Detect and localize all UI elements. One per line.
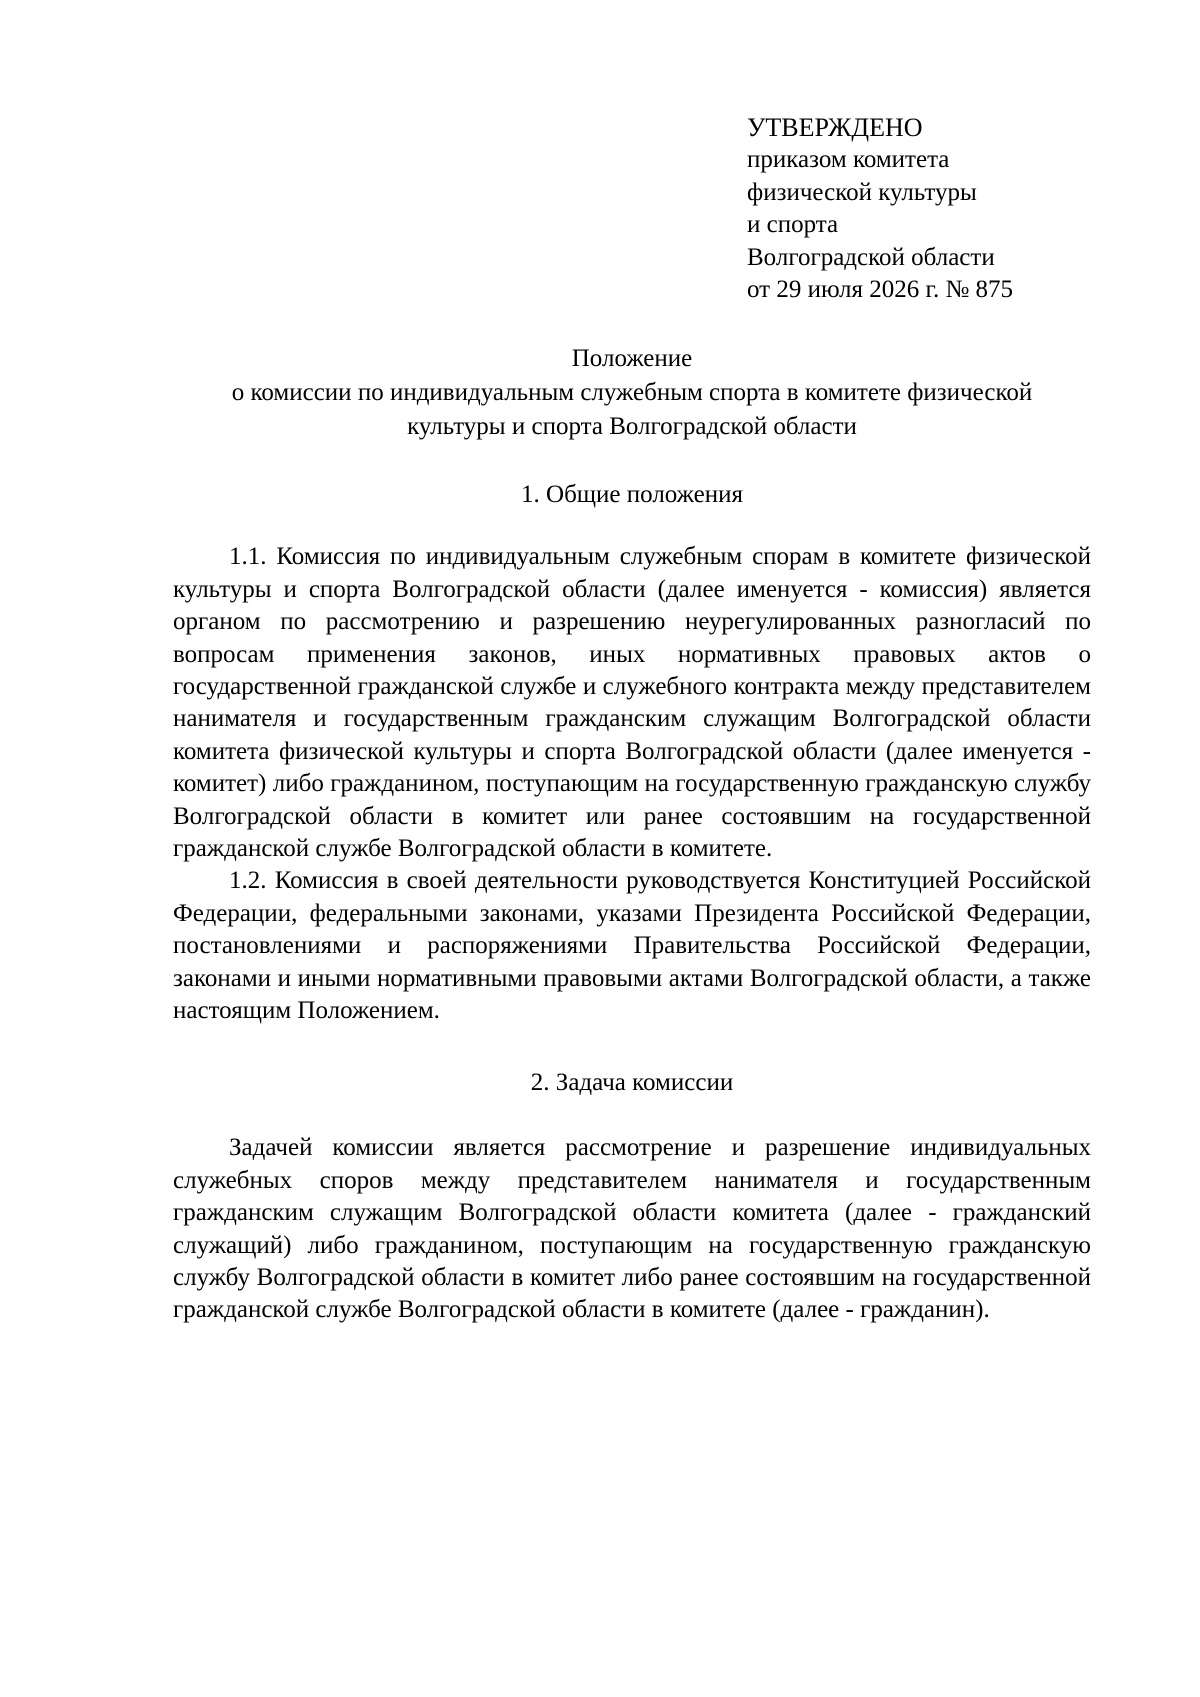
section-heading: 1. Общие положения <box>521 481 743 509</box>
approval-line: приказом комитета <box>747 146 950 174</box>
document-subtitle-line: о комиссии по индивидуальным служебным спорта в комитете физической <box>231 379 1033 407</box>
document-subtitle-line: культуры и спорта Волгоградской области <box>407 413 857 441</box>
paragraph: 1.2. Комиссия в своей деятельности руководствуется Конституцией Российской Федерации, федеральными законами, указами Президента Российской Федерации, постановлениями и распоряжениями Правительства Российской Федерации, законами и иными нормативными правовыми актами Волгоградской области, а также настоящим Положением. <box>173 867 1091 1025</box>
document-title-block <box>173 342 1091 444</box>
approval-title: УТВЕРЖДЕНО <box>747 113 923 142</box>
paragraph: Задачей комиссии является рассмотрение и разрешение индивидуальных служебных споров между представителем нанимателя и государственным гражданским служащим Волгоградской области комитета (далее - гражданский служащий) либо гражданином, поступающим на государственную гражданскую службу Волгоградской области в комитет либо ранее состоявшим на государственной гражданской службе Волгоградской области в комитете (далее - гражданин). <box>173 1134 1091 1324</box>
approval-line: Волгоградской области <box>747 243 995 271</box>
approval-block <box>747 112 1091 306</box>
document-title: Положение <box>571 345 693 373</box>
paragraph: 1.1. Комиссия по индивидуальным служебным спорам в комитете физической культуры и спорта Волгоградской области (далее именуется - комиссия) является органом по рассмотрению и разрешению неурегулированных разногласий по вопросам применения законов, иных нормативных правовых актов о государственной гражданской службе и служебного контракта между представителем нанимателя и государственным гражданским служащим Волгоградской области комитета физической культуры и спорта Волгоградской области (далее именуется - комитет) либо гражданином, поступающим на государственную гражданскую службу Волгоградской области в комитет или ранее состоявшим на государственной гражданской службе Волгоградской области в комитете. <box>173 543 1091 862</box>
approval-line: физической культуры <box>747 178 977 206</box>
approval-date: от 29 июля 2026 г. № 875 <box>747 275 1014 303</box>
approval-line: и спорта <box>747 211 839 239</box>
document-page <box>173 112 1091 1327</box>
section-heading: 2. Задача комиссии <box>530 1069 734 1097</box>
